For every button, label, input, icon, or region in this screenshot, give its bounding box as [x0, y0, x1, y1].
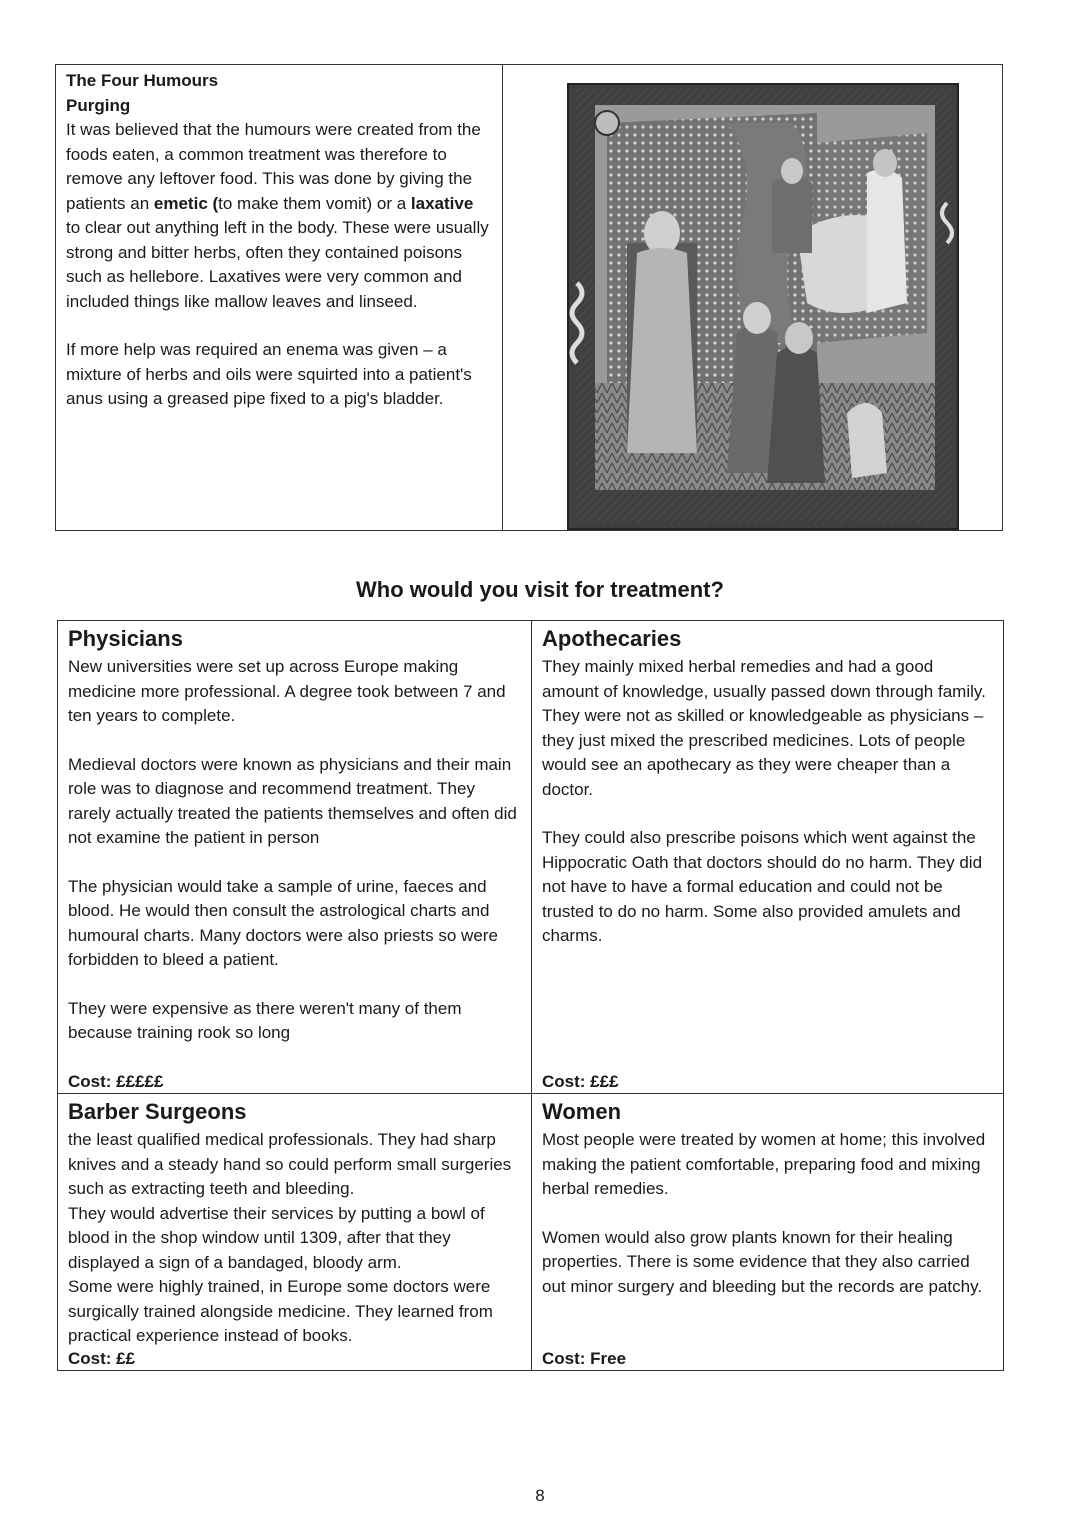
barber-surgeons-title: Barber Surgeons [68, 1099, 247, 1124]
para-text: to make them vomit) or a [218, 193, 411, 213]
humours-title: The Four Humours [66, 71, 219, 90]
barber-surgeons-cost: Cost: ££ [68, 1349, 136, 1368]
women-title: Women [542, 1099, 622, 1124]
emetic-term: emetic ( [153, 193, 219, 213]
para-text: It was believed that the humours were created from the foods eaten, a common treatment was therefore to remove any leftover food. This was done by giving the patients an [66, 120, 481, 213]
purging-paragraph-2: If more help was required an enema was given – a mixture of herbs and oils were squirted into a patient's anus using a greased pipe fixed to a pig's bladder. [66, 340, 472, 408]
physicians-cost: Cost: £££££ [68, 1072, 164, 1091]
physicians-paragraph-4: They were expensive as there weren't many of them because training rook so long [68, 998, 462, 1042]
women-cost: Cost: Free [542, 1349, 627, 1368]
apothecaries-cost: Cost: £££ [542, 1072, 619, 1091]
illustration-cell [503, 65, 1002, 530]
humours-table [55, 64, 1003, 531]
medieval-manuscript-illustration [567, 83, 959, 530]
purging-subtitle: Purging [66, 95, 131, 115]
physicians-paragraph-3: The physician would take a sample of urine, faeces and blood. He would then consult the astrological charts and humoural charts. Many doctors were also priests so were forbidden to bleed a patient. [68, 876, 498, 969]
apothecaries-title: Apothecaries [542, 626, 682, 651]
physicians-title: Physicians [68, 626, 183, 651]
treatment-grid [57, 620, 1004, 1371]
section-title: Who would you visit for treatment? [356, 577, 724, 602]
women-cell [531, 1093, 1004, 1371]
women-paragraph-1: Most people were treated by women at home; this involved making the patient comfortable, preparing food and mixing herbal remedies. [542, 1130, 986, 1198]
laxative-term: laxative [410, 193, 474, 213]
women-paragraph-2: Women would also grow plants known for their healing properties. There is some evidence that they also carried out minor surgery and bleeding but the records are patchy. [542, 1227, 983, 1296]
apothecaries-paragraph-1: They mainly mixed herbal remedies and had a good amount of knowledge, usually passed down through family. They were not as skilled or knowledgeable as physicians – they just mixed the prescribed medicines. Lots of people would see an apothecary as they were cheaper than a doctor. [542, 657, 986, 799]
physicians-paragraph-1: New universities were set up across Europe making medicine more professional. A degree took between 7 and ten years to complete. [68, 657, 506, 725]
apothecaries-paragraph-2: They could also prescribe poisons which went against the Hippocratic Oath that doctors should do no harm. They did not have to have a formal education and could not be trusted to do no harm. Some also provided amulets and charms. [542, 828, 983, 945]
apothecaries-cell [531, 620, 1004, 1093]
physicians-paragraph-2: Medieval doctors were known as physicians and their main role was to diagnose and recommend treatment. They rarely actually treated the patients themselves and often did not examine the patient in person [68, 754, 517, 847]
barber-surgeons-cell [57, 1093, 531, 1371]
purging-paragraph-1 [66, 118, 492, 314]
page-number: 8 [535, 1486, 545, 1505]
humours-text-cell [56, 65, 503, 530]
barber-surgeons-paragraph-2: They would advertise their services by putting a bowl of blood in the shop window until 1309, after that they displayed a sign of a bandaged, bloody arm. [68, 1203, 485, 1272]
physicians-cell [57, 620, 531, 1093]
barber-surgeons-paragraph-1: the least qualified medical professionals. They had sharp knives and a steady hand so could perform small surgeries such as extracting teeth and bleeding. [68, 1130, 512, 1198]
para-text: to clear out anything left in the body. These were usually strong and bitter herbs, often they contained poisons such as hellebore. Laxatives were very common and included things like mallow leaves and linseed. [66, 218, 489, 311]
barber-surgeons-paragraph-3: Some were highly trained, in Europe some doctors were surgically trained alongside medicine. They learned from practical experience instead of books. [68, 1277, 493, 1345]
